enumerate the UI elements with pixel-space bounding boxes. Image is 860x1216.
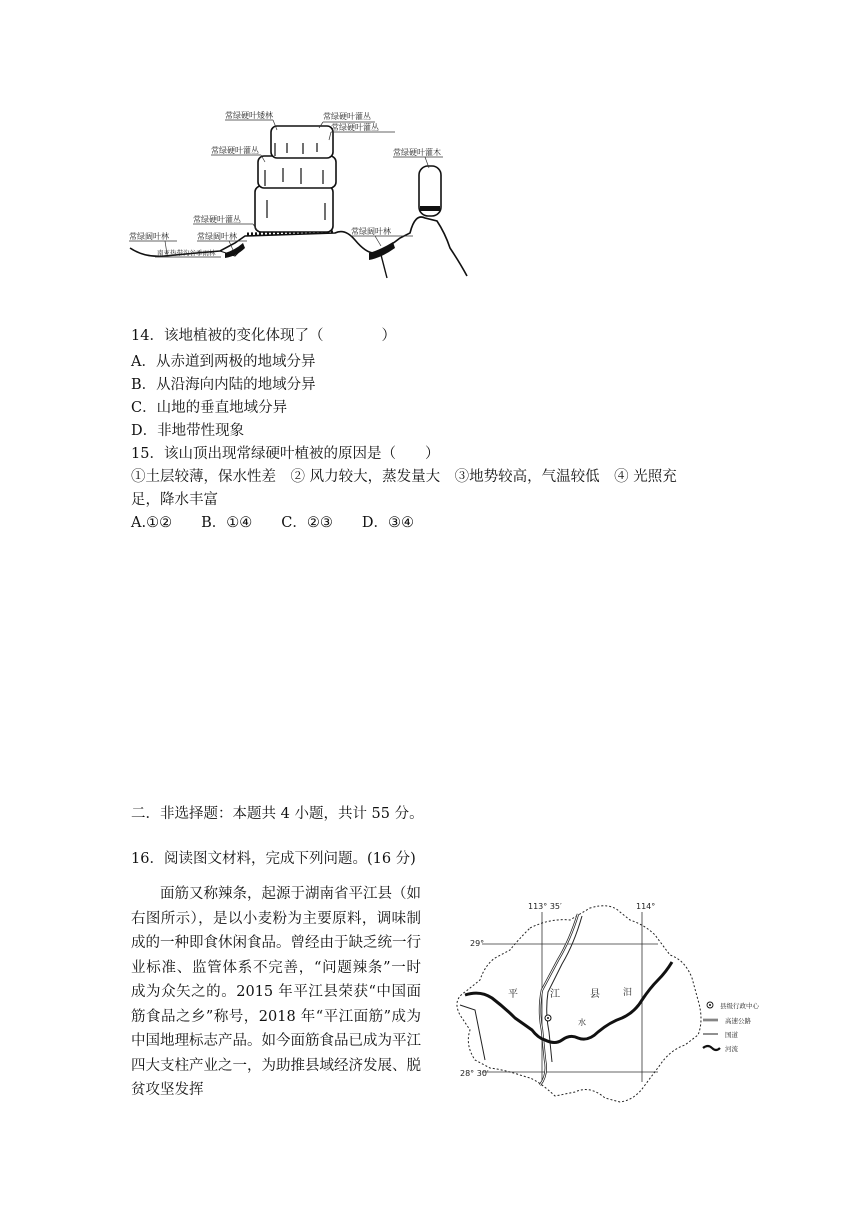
question-14-option-a: A．从赤道到两极的地域分异 bbox=[131, 354, 316, 370]
label-far-left: 常绿阔叶林 bbox=[129, 232, 169, 241]
question-15-line2: 足，降水丰富 bbox=[131, 492, 218, 508]
question-14-option-d: D．非地带性现象 bbox=[131, 423, 245, 439]
lat-label-2: 28° 30′ bbox=[460, 1069, 489, 1078]
vegetation-profile-figure bbox=[125, 108, 475, 280]
pingjiang-county-map bbox=[430, 900, 782, 1105]
label-left2: 常绿阔叶林 bbox=[197, 232, 237, 241]
question-16-paragraph bbox=[131, 882, 421, 1103]
question-15-options: A.①② B．①④ C．②③ D．③④ bbox=[131, 515, 414, 531]
cliff-middle-block bbox=[258, 156, 336, 188]
legend-river: 河流 bbox=[725, 1045, 738, 1053]
legend-center: 县级行政中心 bbox=[720, 1002, 759, 1010]
question-16-stem: 16．阅读图文材料，完成下列问题。(16 分) bbox=[131, 851, 416, 867]
question-14-option-b: B．从沿海向内陆的地域分异 bbox=[131, 377, 316, 393]
map-legend bbox=[703, 1001, 760, 1053]
county-boundary bbox=[457, 906, 701, 1102]
question-14-stem: 14．该地植被的变化体现了（ ） bbox=[131, 328, 396, 344]
lon-label-1: 113° 35′ bbox=[528, 902, 562, 911]
label-top-right1: 常绿硬叶灌丛 bbox=[323, 112, 371, 121]
label-low-mid: 常绿硬叶灌丛 bbox=[193, 215, 241, 224]
question-15-stem: 15．该山顶出现常绿硬叶植被的原因是（ ） bbox=[131, 446, 440, 462]
label-bottom-left: 南亚热带沟谷季雨林 bbox=[157, 249, 216, 257]
paragraph-text: 面筋又称辣条，起源于湖南省平江县（如右图所示），是以小麦粉为主要原料，调味制成的一种即食休闲食品。曾经由于缺乏统一行业标准、监管体系不完善，“问题辣条”一时成为众矢之的。2015 年平江县荣获“中国面筋食品之乡”称号，2018 年“平江面筋”成为中国地理标志产品。如今面筋食品已成为平江四大支柱产业之一，为助推县域经济发展、脱贫攻坚发挥 bbox=[131, 886, 421, 1098]
label-top-left: 常绿硬叶矮林 bbox=[225, 111, 273, 120]
label-mid-left: 常绿硬叶灌丛 bbox=[211, 146, 259, 155]
legend-highway: 高速公路 bbox=[725, 1017, 751, 1025]
map-char-shui: 水 bbox=[578, 1018, 586, 1027]
legend-national-road: 国道 bbox=[725, 1031, 738, 1039]
map-char-mi: 汨 bbox=[623, 988, 633, 998]
question-15-line1: ①土层较薄，保水性差 ② 风力较大，蒸发量大 ③地势较高，气温较低 ④ 光照充 bbox=[131, 469, 677, 485]
cliff-top-block bbox=[271, 126, 333, 158]
label-right-top: 常绿硬叶灌木 bbox=[393, 148, 441, 157]
section-2-heading: 二．非选择题：本题共 4 小题，共计 55 分。 bbox=[131, 806, 424, 822]
question-14-option-c: C．山地的垂直地域分异 bbox=[131, 400, 288, 416]
lat-label-1: 29° bbox=[470, 939, 485, 948]
label-right-low: 常绿阔叶林 bbox=[351, 227, 391, 236]
map-char-xian: 县 bbox=[590, 989, 600, 1000]
map-char-ping: 平 bbox=[508, 989, 518, 1000]
river-miluo bbox=[465, 962, 672, 1043]
pillar-shrub-band bbox=[420, 206, 440, 211]
label-top-right2: 常绿硬叶灌丛 bbox=[331, 123, 379, 132]
lon-label-2: 114° bbox=[636, 902, 656, 911]
map-char-jiang: 江 bbox=[550, 989, 560, 1000]
